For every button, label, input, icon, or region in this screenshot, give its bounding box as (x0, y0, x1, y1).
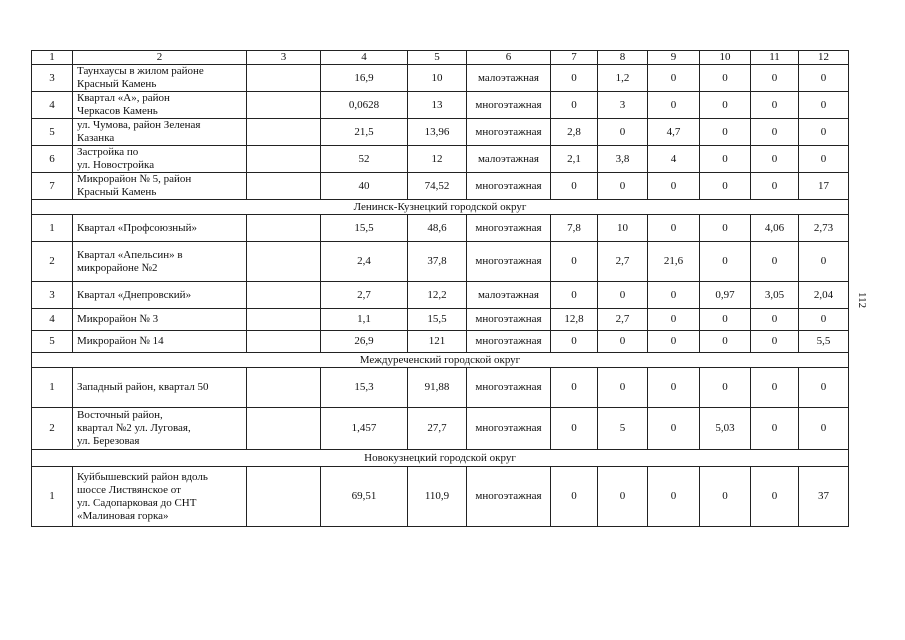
header-cell: 1 (32, 51, 73, 65)
cell-c7: 0 (551, 242, 598, 282)
cell-c11: 0 (751, 408, 799, 450)
cell-c4: 1,1 (321, 309, 408, 331)
cell-c5: 13,96 (408, 119, 467, 146)
header-cell: 10 (700, 51, 751, 65)
table-row (32, 309, 849, 331)
cell-c6: многоэтажная (467, 242, 551, 282)
cell-c8: 3,8 (598, 146, 648, 173)
header-cell: 3 (247, 51, 321, 65)
cell-name: Микрорайон № 14 (73, 331, 247, 353)
cell-c3 (247, 242, 321, 282)
cell-c8: 1,2 (598, 65, 648, 92)
cell-c5: 10 (408, 65, 467, 92)
cell-name: Микрорайон № 5, район Красный Камень (73, 173, 247, 200)
cell-c12: 5,5 (799, 331, 849, 353)
cell-c6: многоэтажная (467, 92, 551, 119)
cell-c12: 0 (799, 242, 849, 282)
cell-num: 7 (32, 173, 73, 200)
cell-c6: многоэтажная (467, 368, 551, 408)
cell-name: Квартал «А», район Черкасов Камень (73, 92, 247, 119)
cell-num: 3 (32, 65, 73, 92)
header-cell: 6 (467, 51, 551, 65)
cell-num: 1 (32, 467, 73, 527)
table-row (32, 119, 849, 146)
table-row (32, 242, 849, 282)
cell-c8: 0 (598, 173, 648, 200)
cell-c5: 27,7 (408, 408, 467, 450)
cell-c11: 0 (751, 119, 799, 146)
cell-c5: 13 (408, 92, 467, 119)
cell-c3 (247, 146, 321, 173)
cell-c4: 0,0628 (321, 92, 408, 119)
cell-c9: 0 (648, 173, 700, 200)
cell-c4: 52 (321, 146, 408, 173)
table-row (32, 467, 849, 527)
cell-c10: 0 (700, 173, 751, 200)
cell-c7: 7,8 (551, 215, 598, 242)
cell-num: 3 (32, 282, 73, 309)
cell-c12: 0 (799, 146, 849, 173)
cell-num: 4 (32, 92, 73, 119)
cell-c9: 4,7 (648, 119, 700, 146)
header-cell: 4 (321, 51, 408, 65)
cell-c12: 0 (799, 119, 849, 146)
cell-c5: 91,88 (408, 368, 467, 408)
cell-name: Квартал «Апельсин» в микрорайоне №2 (73, 242, 247, 282)
header-cell: 12 (799, 51, 849, 65)
cell-c8: 0 (598, 331, 648, 353)
cell-c7: 0 (551, 368, 598, 408)
cell-c8: 5 (598, 408, 648, 450)
header-cell: 2 (73, 51, 247, 65)
cell-c3 (247, 368, 321, 408)
cell-c12: 0 (799, 408, 849, 450)
cell-c6: малоэтажная (467, 65, 551, 92)
cell-c4: 26,9 (321, 331, 408, 353)
cell-name: ул. Чумова, район Зеленая Казанка (73, 119, 247, 146)
cell-c12: 0 (799, 368, 849, 408)
header-cell: 11 (751, 51, 799, 65)
cell-c6: многоэтажная (467, 467, 551, 527)
cell-c3 (247, 65, 321, 92)
cell-c11: 0 (751, 242, 799, 282)
cell-c7: 0 (551, 331, 598, 353)
cell-c8: 3 (598, 92, 648, 119)
section-title: Новокузнецкий городской округ (32, 450, 849, 467)
table-row (32, 65, 849, 92)
cell-c9: 0 (648, 92, 700, 119)
cell-c9: 0 (648, 309, 700, 331)
cell-c8: 0 (598, 282, 648, 309)
cell-c9: 0 (648, 467, 700, 527)
table-row (32, 92, 849, 119)
cell-num: 2 (32, 242, 73, 282)
cell-c7: 0 (551, 92, 598, 119)
cell-c12: 0 (799, 309, 849, 331)
cell-c3 (247, 467, 321, 527)
cell-c3 (247, 282, 321, 309)
cell-c8: 2,7 (598, 242, 648, 282)
cell-c12: 2,04 (799, 282, 849, 309)
cell-c10: 0 (700, 119, 751, 146)
cell-c5: 121 (408, 331, 467, 353)
cell-c11: 4,06 (751, 215, 799, 242)
cell-c4: 69,51 (321, 467, 408, 527)
cell-c3 (247, 215, 321, 242)
cell-c6: многоэтажная (467, 215, 551, 242)
cell-c9: 0 (648, 215, 700, 242)
cell-c6: многоэтажная (467, 331, 551, 353)
cell-c4: 21,5 (321, 119, 408, 146)
cell-c6: малоэтажная (467, 282, 551, 309)
cell-c10: 5,03 (700, 408, 751, 450)
header-cell: 5 (408, 51, 467, 65)
cell-c4: 2,4 (321, 242, 408, 282)
cell-c5: 12,2 (408, 282, 467, 309)
cell-c6: многоэтажная (467, 309, 551, 331)
cell-c4: 40 (321, 173, 408, 200)
cell-c5: 15,5 (408, 309, 467, 331)
cell-c5: 74,52 (408, 173, 467, 200)
cell-c10: 0 (700, 146, 751, 173)
cell-c3 (247, 119, 321, 146)
cell-c7: 0 (551, 282, 598, 309)
cell-name: Таунхаусы в жилом районе Красный Камень (73, 65, 247, 92)
cell-num: 5 (32, 331, 73, 353)
section-title: Междуреченский городской округ (32, 353, 849, 368)
cell-c3 (247, 173, 321, 200)
table-row (32, 331, 849, 353)
cell-c8: 10 (598, 215, 648, 242)
cell-c8: 0 (598, 467, 648, 527)
cell-name: Квартал «Днепровский» (73, 282, 247, 309)
table-row (32, 173, 849, 200)
cell-c12: 37 (799, 467, 849, 527)
cell-num: 5 (32, 119, 73, 146)
cell-c7: 12,8 (551, 309, 598, 331)
cell-c4: 16,9 (321, 65, 408, 92)
cell-num: 2 (32, 408, 73, 450)
cell-c3 (247, 331, 321, 353)
cell-c11: 0 (751, 92, 799, 119)
cell-name: Куйбышевский район вдоль шоссе Листвянское от ул. Садопарковая до СНТ «Малиновая горка» (73, 467, 247, 527)
section-title: Ленинск-Кузнецкий городской округ (32, 200, 849, 215)
cell-c8: 0 (598, 119, 648, 146)
cell-c12: 0 (799, 65, 849, 92)
cell-c11: 0 (751, 173, 799, 200)
cell-c12: 0 (799, 92, 849, 119)
section-row (32, 450, 849, 467)
cell-c7: 0 (551, 173, 598, 200)
cell-c10: 0 (700, 242, 751, 282)
cell-c11: 0 (751, 146, 799, 173)
cell-c4: 2,7 (321, 282, 408, 309)
section-row (32, 353, 849, 368)
data-table (31, 50, 849, 527)
cell-c9: 4 (648, 146, 700, 173)
cell-c5: 37,8 (408, 242, 467, 282)
cell-c9: 0 (648, 368, 700, 408)
cell-c10: 0,97 (700, 282, 751, 309)
cell-c4: 15,5 (321, 215, 408, 242)
cell-c7: 0 (551, 467, 598, 527)
cell-c11: 3,05 (751, 282, 799, 309)
cell-c9: 0 (648, 65, 700, 92)
cell-c3 (247, 408, 321, 450)
cell-c12: 17 (799, 173, 849, 200)
table-row (32, 408, 849, 450)
cell-c9: 0 (648, 282, 700, 309)
cell-name: Микрорайон № 3 (73, 309, 247, 331)
page-number: 112 (856, 292, 868, 309)
cell-num: 4 (32, 309, 73, 331)
cell-name: Застройка по ул. Новостройка (73, 146, 247, 173)
cell-c10: 0 (700, 65, 751, 92)
cell-c7: 2,8 (551, 119, 598, 146)
cell-name: Западный район, квартал 50 (73, 368, 247, 408)
cell-c11: 0 (751, 368, 799, 408)
cell-c6: многоэтажная (467, 173, 551, 200)
cell-c7: 2,1 (551, 146, 598, 173)
table-body (32, 51, 849, 527)
cell-num: 1 (32, 215, 73, 242)
cell-c11: 0 (751, 309, 799, 331)
cell-c5: 110,9 (408, 467, 467, 527)
cell-c11: 0 (751, 65, 799, 92)
cell-c10: 0 (700, 368, 751, 408)
cell-c7: 0 (551, 408, 598, 450)
cell-c10: 0 (700, 331, 751, 353)
cell-c10: 0 (700, 467, 751, 527)
cell-c6: многоэтажная (467, 119, 551, 146)
cell-c9: 0 (648, 331, 700, 353)
cell-c4: 1,457 (321, 408, 408, 450)
cell-c4: 15,3 (321, 368, 408, 408)
cell-c5: 48,6 (408, 215, 467, 242)
section-row (32, 200, 849, 215)
cell-c8: 2,7 (598, 309, 648, 331)
cell-c12: 2,73 (799, 215, 849, 242)
header-row (32, 51, 849, 65)
table-row (32, 368, 849, 408)
cell-c10: 0 (700, 309, 751, 331)
cell-c5: 12 (408, 146, 467, 173)
cell-c9: 21,6 (648, 242, 700, 282)
table-row (32, 282, 849, 309)
cell-c3 (247, 92, 321, 119)
cell-num: 6 (32, 146, 73, 173)
cell-name: Восточный район, квартал №2 ул. Луговая, ул. Березовая (73, 408, 247, 450)
cell-c3 (247, 309, 321, 331)
cell-c9: 0 (648, 408, 700, 450)
header-cell: 9 (648, 51, 700, 65)
cell-c11: 0 (751, 331, 799, 353)
cell-c7: 0 (551, 65, 598, 92)
cell-c6: малоэтажная (467, 146, 551, 173)
table-row (32, 215, 849, 242)
header-cell: 7 (551, 51, 598, 65)
cell-c6: многоэтажная (467, 408, 551, 450)
cell-num: 1 (32, 368, 73, 408)
cell-name: Квартал «Профсоюзный» (73, 215, 247, 242)
header-cell: 8 (598, 51, 648, 65)
cell-c8: 0 (598, 368, 648, 408)
cell-c10: 0 (700, 215, 751, 242)
cell-c10: 0 (700, 92, 751, 119)
cell-c11: 0 (751, 467, 799, 527)
table-row (32, 146, 849, 173)
